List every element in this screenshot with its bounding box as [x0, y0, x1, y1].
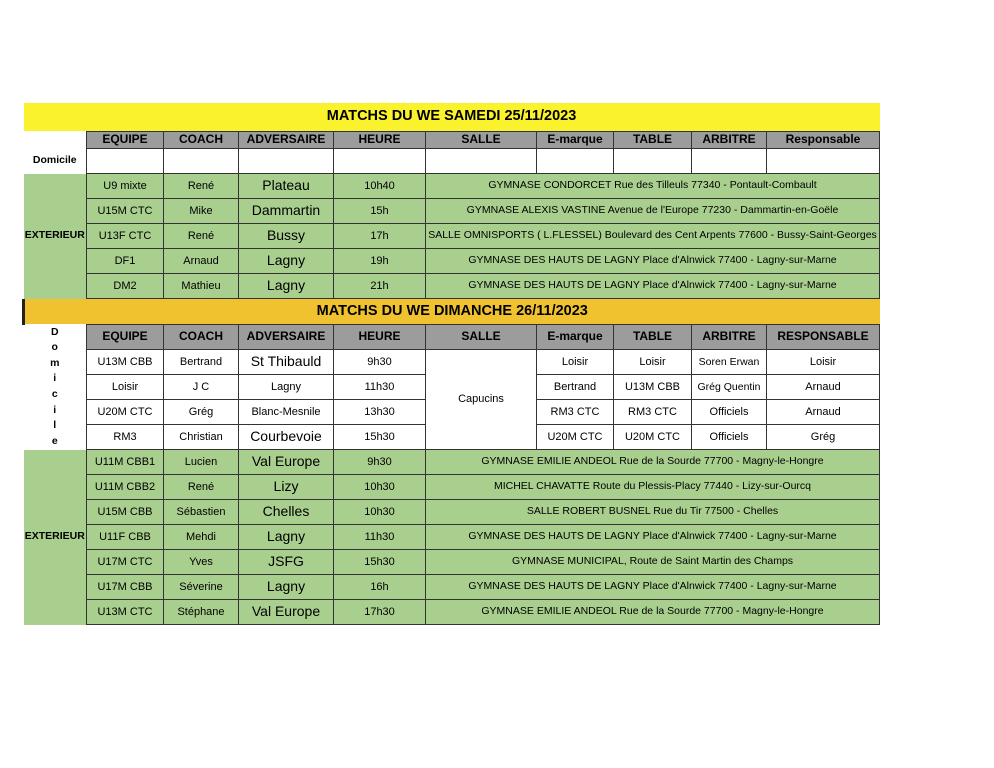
coach-cell: Grég — [164, 400, 239, 425]
equipe-cell: U11M CBB2 — [87, 475, 164, 500]
adversaire-cell: Blanc-Mesnile — [239, 400, 334, 425]
responsable-cell: Arnaud — [767, 400, 880, 425]
heure-cell: 21h — [334, 274, 426, 299]
equipe-cell: DF1 — [87, 249, 164, 274]
coach-cell: René — [164, 174, 239, 199]
equipe-cell: U11F CBB — [87, 525, 164, 550]
domicile-letter: m — [50, 356, 60, 369]
heure-cell: 11h30 — [334, 525, 426, 550]
responsable-cell: Grég — [767, 425, 880, 450]
equipe-cell: U17M CBB — [87, 575, 164, 600]
adversaire-cell: Dammartin — [239, 199, 334, 224]
empty-cell — [692, 149, 767, 174]
domicile-vertical-label — [24, 325, 87, 450]
salle-cell: GYMNASE MUNICIPAL, Route de Saint Martin des Champs — [426, 550, 880, 575]
responsable-cell: Loisir — [767, 350, 880, 375]
col-header-table: TABLE — [614, 325, 692, 350]
heure-cell: 15h — [334, 199, 426, 224]
table-cell: Loisir — [614, 350, 692, 375]
arbitre-cell: Soren Erwan — [692, 350, 767, 375]
empty-cell — [239, 149, 334, 174]
heure-cell: 10h30 — [334, 475, 426, 500]
empty-cell — [426, 149, 537, 174]
equipe-cell: U17M CTC — [87, 550, 164, 575]
coach-cell: Séverine — [164, 575, 239, 600]
adversaire-cell: Plateau — [239, 174, 334, 199]
col-header-emarque: E-marque — [537, 325, 614, 350]
adversaire-cell: Val Europe — [239, 450, 334, 475]
emarque-cell: Loisir — [537, 350, 614, 375]
col-header-responsable: RESPONSABLE — [767, 325, 880, 350]
equipe-cell: U20M CTC — [87, 400, 164, 425]
heure-cell: 11h30 — [334, 375, 426, 400]
empty-cell — [767, 149, 880, 174]
coach-cell: Christian — [164, 425, 239, 450]
salle-cell: MICHEL CHAVATTE Route du Plessis-Placy 77440 - Lizy-sur-Ourcq — [426, 475, 880, 500]
col-header-heure: HEURE — [334, 325, 426, 350]
arbitre-cell: Grég Quentin — [692, 375, 767, 400]
col-header-salle: SALLE — [426, 132, 537, 149]
adversaire-cell: Lizy — [239, 475, 334, 500]
arbitre-cell: Officiels — [692, 425, 767, 450]
heure-cell: 19h — [334, 249, 426, 274]
coach-cell: Sébastien — [164, 500, 239, 525]
heure-cell: 17h — [334, 224, 426, 249]
salle-cell: GYMNASE CONDORCET Rue des Tilleuls 77340 - Pontault-Combault — [426, 174, 880, 199]
equipe-cell: U15M CBB — [87, 500, 164, 525]
equipe-cell: U9 mixte — [87, 174, 164, 199]
col-header-arbitre: ARBITRE — [692, 132, 767, 149]
heure-cell: 13h30 — [334, 400, 426, 425]
heure-cell: 17h30 — [334, 600, 426, 625]
emarque-cell: RM3 CTC — [537, 400, 614, 425]
saturday-home-row — [24, 149, 880, 174]
emarque-cell: U20M CTC — [537, 425, 614, 450]
col-header-emarque: E-marque — [537, 132, 614, 149]
col-header-equipe: EQUIPE — [87, 325, 164, 350]
adversaire-cell: Courbevoie — [239, 425, 334, 450]
schedule-sheet — [22, 103, 878, 625]
table-row — [24, 199, 880, 224]
equipe-cell: U15M CTC — [87, 199, 164, 224]
domicile-letter: i — [53, 403, 57, 416]
heure-cell: 9h30 — [334, 450, 426, 475]
coach-cell: Mathieu — [164, 274, 239, 299]
adversaire-cell: Bussy — [239, 224, 334, 249]
coach-cell: Mike — [164, 199, 239, 224]
coach-cell: Arnaud — [164, 249, 239, 274]
domicile-letter: e — [51, 434, 58, 447]
table-row — [24, 550, 880, 575]
adversaire-cell: Lagny — [239, 249, 334, 274]
equipe-cell: DM2 — [87, 274, 164, 299]
table-row — [24, 224, 880, 249]
col-header-adversaire: ADVERSAIRE — [239, 325, 334, 350]
table-row — [24, 350, 880, 375]
empty-cell — [164, 149, 239, 174]
adversaire-cell: Lagny — [239, 274, 334, 299]
domicile-letter: l — [53, 419, 57, 432]
empty-cell — [334, 149, 426, 174]
salle-cell: GYMNASE DES HAUTS DE LAGNY Place d'Alnwick 77400 - Lagny-sur-Marne — [426, 575, 880, 600]
adversaire-cell: Val Europe — [239, 600, 334, 625]
emarque-cell: Bertrand — [537, 375, 614, 400]
col-header-coach: COACH — [164, 325, 239, 350]
table-cell: U20M CTC — [614, 425, 692, 450]
domicile-letter: c — [51, 388, 58, 400]
col-header-heure: HEURE — [334, 132, 426, 149]
adversaire-cell: Lagny — [239, 375, 334, 400]
sunday-header-row — [24, 325, 880, 350]
saturday-title: MATCHS DU WE SAMEDI 25/11/2023 — [24, 103, 880, 132]
equipe-cell: Loisir — [87, 375, 164, 400]
salle-cell: GYMNASE EMILIE ANDEOL Rue de la Sourde 77700 - Magny-le-Hongre — [426, 450, 880, 475]
domicile-letter: i — [53, 372, 57, 385]
table-row — [24, 274, 880, 299]
equipe-cell: U11M CBB1 — [87, 450, 164, 475]
adversaire-cell: St Thibauld — [239, 350, 334, 375]
domicile-label: Domicile — [32, 154, 77, 167]
salle-cell: GYMNASE EMILIE ANDEOL Rue de la Sourde 77700 - Magny-le-Hongre — [426, 600, 880, 625]
empty-cell — [87, 149, 164, 174]
home-salle-cell: Capucins — [426, 350, 537, 450]
table-row — [24, 525, 880, 550]
saturday-header-row — [24, 132, 880, 149]
equipe-cell: RM3 — [87, 425, 164, 450]
table-row — [24, 475, 880, 500]
sunday-title: MATCHS DU WE DIMANCHE 26/11/2023 — [24, 299, 880, 325]
empty-cell — [614, 149, 692, 174]
domicile-letter: D — [50, 325, 59, 338]
coach-cell: Yves — [164, 550, 239, 575]
exterieur-label: EXTERIEUR — [24, 450, 87, 625]
col-header-equipe: EQUIPE — [87, 132, 164, 149]
col-header-salle: SALLE — [426, 325, 537, 350]
domicile-letter: o — [51, 341, 58, 354]
coach-cell: Mehdi — [164, 525, 239, 550]
col-header-table: TABLE — [614, 132, 692, 149]
equipe-cell: U13M CTC — [87, 600, 164, 625]
heure-cell: 15h30 — [334, 550, 426, 575]
heure-cell: 9h30 — [334, 350, 426, 375]
table-row — [24, 174, 880, 199]
coach-cell: René — [164, 475, 239, 500]
table-cell: RM3 CTC — [614, 400, 692, 425]
table-row — [24, 500, 880, 525]
table-row — [24, 600, 880, 625]
col-header-adversaire: ADVERSAIRE — [239, 132, 334, 149]
salle-cell: GYMNASE DES HAUTS DE LAGNY Place d'Alnwick 77400 - Lagny-sur-Marne — [426, 274, 880, 299]
exterieur-label: EXTERIEUR — [24, 174, 87, 299]
corner-cell — [24, 132, 87, 149]
equipe-cell: U13M CBB — [87, 350, 164, 375]
table-row — [24, 575, 880, 600]
col-header-coach: COACH — [164, 132, 239, 149]
table-row — [24, 249, 880, 274]
salle-cell: SALLE OMNISPORTS ( L.FLESSEL) Boulevard des Cent Arpents 77600 - Bussy-Saint-Georges — [426, 224, 880, 249]
responsable-cell: Arnaud — [767, 375, 880, 400]
salle-cell: GYMNASE DES HAUTS DE LAGNY Place d'Alnwick 77400 - Lagny-sur-Marne — [426, 525, 880, 550]
adversaire-cell: JSFG — [239, 550, 334, 575]
arbitre-cell: Officiels — [692, 400, 767, 425]
schedule-table — [22, 103, 880, 625]
adversaire-cell: Lagny — [239, 525, 334, 550]
table-cell: U13M CBB — [614, 375, 692, 400]
heure-cell: 16h — [334, 575, 426, 600]
col-header-responsable: Responsable — [767, 132, 880, 149]
adversaire-cell: Lagny — [239, 575, 334, 600]
equipe-cell: U13F CTC — [87, 224, 164, 249]
empty-cell — [537, 149, 614, 174]
coach-cell: Bertrand — [164, 350, 239, 375]
salle-cell: SALLE ROBERT BUSNEL Rue du Tir 77500 - Chelles — [426, 500, 880, 525]
salle-cell: GYMNASE DES HAUTS DE LAGNY Place d'Alnwick 77400 - Lagny-sur-Marne — [426, 249, 880, 274]
coach-cell: Lucien — [164, 450, 239, 475]
col-header-arbitre: ARBITRE — [692, 325, 767, 350]
coach-cell: Stéphane — [164, 600, 239, 625]
salle-cell: GYMNASE ALEXIS VASTINE Avenue de l'Europe 77230 - Dammartin-en-Goële — [426, 199, 880, 224]
heure-cell: 15h30 — [334, 425, 426, 450]
coach-cell: J C — [164, 375, 239, 400]
coach-cell: René — [164, 224, 239, 249]
adversaire-cell: Chelles — [239, 500, 334, 525]
table-row — [24, 450, 880, 475]
heure-cell: 10h40 — [334, 174, 426, 199]
heure-cell: 10h30 — [334, 500, 426, 525]
